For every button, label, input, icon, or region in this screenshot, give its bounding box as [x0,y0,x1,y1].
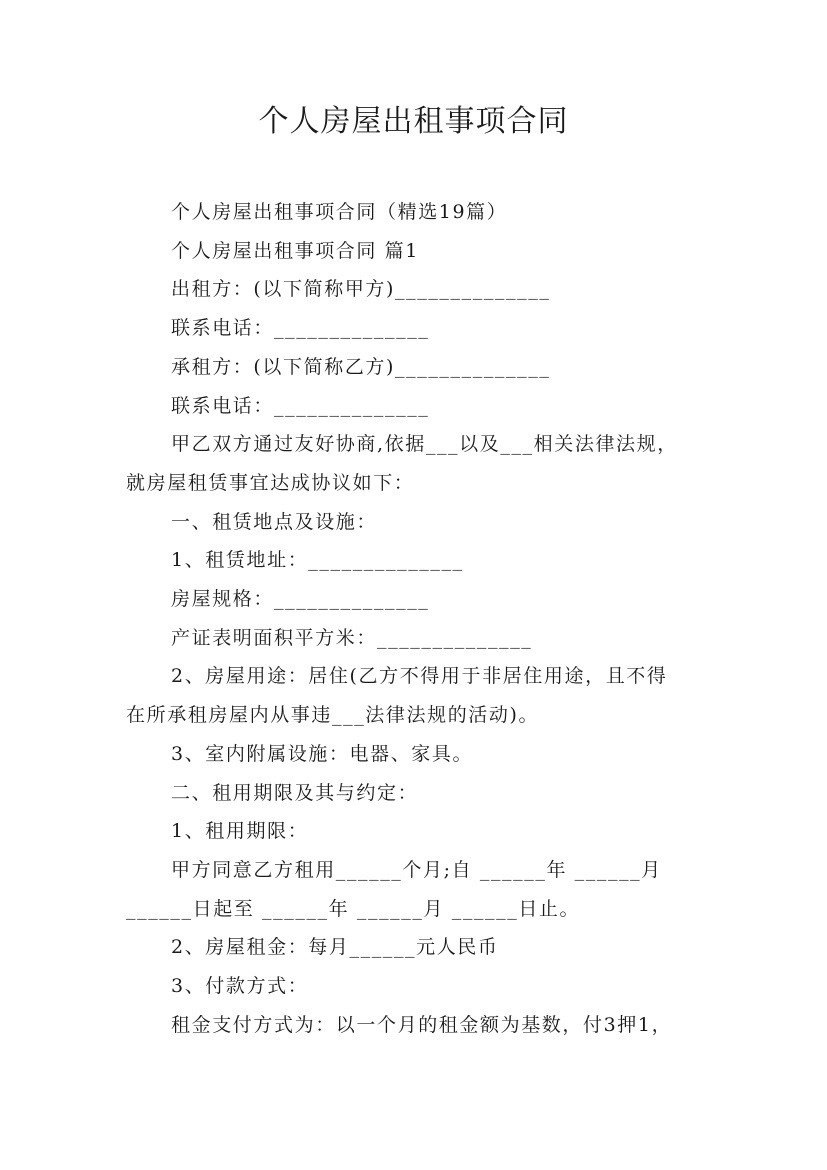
paragraph: 甲方同意乙方租用______个月;自 ______年 ______月 [171,858,662,881]
paragraph: 就房屋租赁事宜达成协议如下： [126,471,415,494]
paragraph: 一、租赁地点及设施： [171,510,378,533]
paragraph: 产证表明面积平方米：______________ [171,626,533,649]
paragraph: 2、房屋用途：居住(乙方不得用于非居住用途，且不得 [171,665,668,688]
paragraph: 承租方：(以下简称乙方)______________ [171,355,551,378]
paragraph: 3、室内附属设施：电器、家具。 [171,742,474,765]
paragraph: 个人房屋出租事项合同（精选19篇） [171,201,508,223]
paragraph: 租金支付方式为：以一个月的租金额为基数，付3押1， [171,1013,673,1036]
paragraph: 1、租用期限： [171,820,309,843]
document-title: 个人房屋出租事项合同 [258,104,569,139]
paragraph: 房屋规格：______________ [171,588,430,611]
paragraph: 个人房屋出租事项合同 篇1 [171,239,419,262]
paragraph: 2、房屋租金：每月______元人民币 [171,936,499,959]
paragraph: 联系电话：______________ [171,394,430,417]
paragraph: 甲乙双方通过友好协商,依据___以及___相关法律法规， [171,433,678,456]
paragraph: 联系电话：______________ [171,317,430,340]
paragraph: 二、租用期限及其与约定： [171,781,419,804]
paragraph: ______日起至 ______年 ______月 ______日止。 [126,897,581,920]
paragraph: 出租方：(以下简称甲方)______________ [171,278,551,301]
document-body [126,193,716,1044]
paragraph: 3、付款方式： [171,975,309,998]
paragraph: 1、租赁地址：______________ [171,549,464,572]
paragraph: 在所承租房屋内从事违___法律法规的活动)。 [126,704,540,727]
